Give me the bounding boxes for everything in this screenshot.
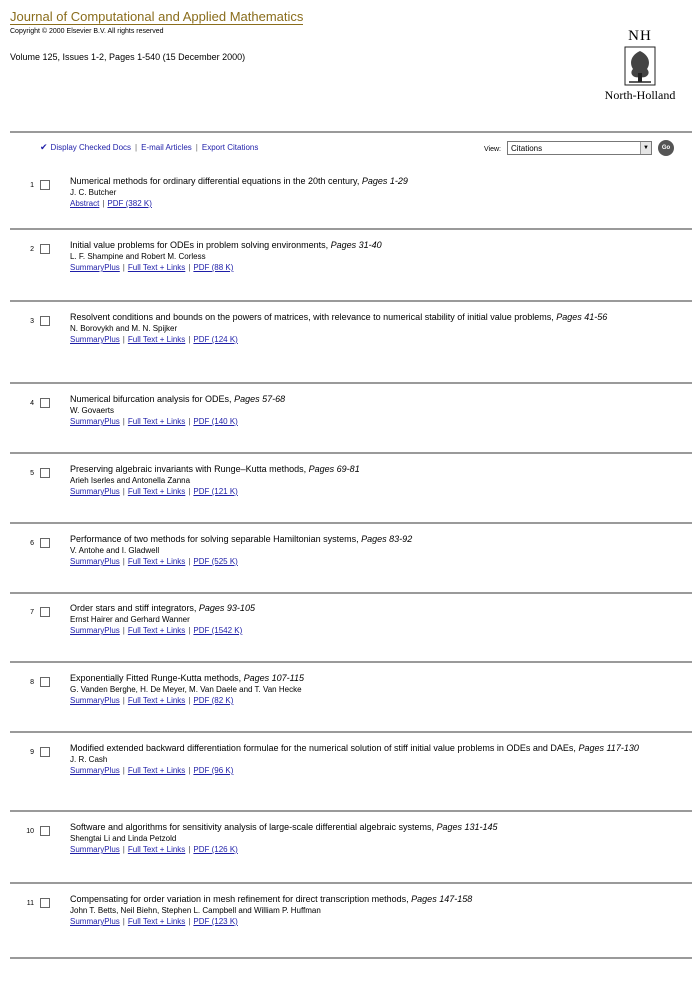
separator: | (195, 143, 198, 152)
article-body (70, 240, 670, 273)
separator: | (122, 335, 125, 344)
article-item (10, 743, 692, 810)
article-link-1[interactable]: Full Text + Links (127, 263, 186, 272)
article-item (10, 394, 692, 452)
article-links (70, 198, 670, 209)
article-number: 9 (30, 749, 34, 756)
article-divider (10, 731, 692, 733)
separator: | (122, 917, 125, 926)
article-pages: Pages 147-158 (411, 894, 473, 904)
article-link-1[interactable]: Full Text + Links (127, 626, 186, 635)
logo-mark: NH (628, 28, 652, 44)
article-body (70, 464, 670, 497)
article-item (10, 894, 692, 957)
article-title[interactable]: Initial value problems for ODEs in problem solving environments, (70, 240, 329, 250)
article-pages: Pages 57-68 (234, 394, 286, 404)
article-link-0[interactable]: SummaryPlus (70, 263, 120, 272)
article-authors: G. Vanden Berghe, H. De Meyer, M. Van Daele and T. Van Hecke (70, 685, 302, 694)
article-divider (10, 592, 692, 594)
chevron-down-icon[interactable]: ▼ (640, 142, 651, 154)
article-number: 11 (26, 900, 34, 907)
article-body (70, 822, 670, 855)
article-divider (10, 300, 692, 302)
article-body (70, 176, 670, 209)
article-pages: Pages 31-40 (330, 240, 382, 250)
view-select[interactable] (507, 141, 652, 155)
article-link-0[interactable]: SummaryPlus (70, 335, 120, 344)
article-link-0[interactable]: Abstract (70, 199, 100, 208)
article-link-2[interactable]: PDF (126 K) (193, 845, 238, 854)
separator: | (122, 626, 125, 635)
tree-emblem-icon (623, 45, 657, 87)
article-item (10, 176, 692, 228)
article-divider (10, 810, 692, 812)
article-checkbox[interactable] (40, 747, 50, 757)
article-pages: Pages 107-115 (243, 673, 305, 683)
article-authors: J. C. Butcher (70, 188, 117, 197)
article-checkbox[interactable] (40, 316, 50, 326)
article-body (70, 312, 670, 345)
separator: | (122, 557, 125, 566)
article-link-2[interactable]: PDF (525 K) (193, 557, 238, 566)
article-link-0[interactable]: SummaryPlus (70, 917, 120, 926)
email-articles-link[interactable]: E-mail Articles (141, 143, 192, 152)
article-link-2[interactable]: PDF (1542 K) (193, 626, 243, 635)
article-body (70, 673, 670, 706)
page-header (10, 8, 690, 126)
article-link-2[interactable]: PDF (121 K) (193, 487, 238, 496)
article-title[interactable]: Numerical bifurcation analysis for ODEs, (70, 394, 232, 404)
article-checkbox[interactable] (40, 180, 50, 190)
article-link-2[interactable]: PDF (124 K) (193, 335, 238, 344)
article-links (70, 695, 670, 706)
article-body (70, 603, 670, 636)
article-link-2[interactable]: PDF (140 K) (193, 417, 238, 426)
article-body (70, 894, 670, 927)
article-number: 5 (30, 470, 34, 477)
article-item (10, 312, 692, 382)
view-label: View: (484, 146, 501, 153)
article-divider (10, 882, 692, 884)
article-title-line (70, 894, 670, 905)
article-title-line (70, 464, 670, 475)
article-link-0[interactable]: SummaryPlus (70, 487, 120, 496)
article-links (70, 625, 670, 636)
article-pages: Pages 83-92 (361, 534, 413, 544)
article-title-line (70, 312, 670, 323)
article-title-line (70, 603, 670, 614)
article-title-line (70, 822, 670, 833)
export-citations-link[interactable]: Export Citations (201, 143, 259, 152)
article-title-line (70, 534, 670, 545)
separator: | (188, 626, 191, 635)
article-link-0[interactable]: SummaryPlus (70, 626, 120, 635)
article-number: 2 (30, 246, 34, 253)
logo-name: North-Holland (604, 88, 676, 102)
article-number: 7 (30, 609, 34, 616)
article-number: 4 (30, 400, 34, 407)
article-number: 10 (26, 828, 34, 835)
results-toolbar (40, 142, 680, 158)
article-link-2[interactable]: PDF (123 K) (193, 917, 238, 926)
separator: | (188, 557, 191, 566)
separator: | (102, 199, 105, 208)
publisher-logo (590, 28, 690, 103)
article-checkbox[interactable] (40, 244, 50, 254)
article-body (70, 534, 670, 567)
separator: | (122, 263, 125, 272)
article-links (70, 916, 670, 927)
journal-title-link[interactable]: Journal of Computational and Applied Mathematics (10, 9, 304, 24)
article-item (10, 673, 692, 731)
article-link-0[interactable]: SummaryPlus (70, 417, 120, 426)
article-title-line (70, 673, 670, 684)
article-link-1[interactable]: Full Text + Links (127, 696, 186, 705)
article-item (10, 464, 692, 522)
article-authors: Shengtai Li and Linda Petzold (70, 834, 177, 843)
article-divider (10, 957, 692, 959)
article-title[interactable]: Numerical methods for ordinary differential equations in the 20th century, (70, 176, 360, 186)
article-title[interactable]: Compensating for order variation in mesh refinement for direct transcription methods, (70, 894, 409, 904)
article-links (70, 416, 670, 427)
article-checkbox[interactable] (40, 607, 50, 617)
article-divider (10, 522, 692, 524)
article-authors: John T. Betts, Neil Biehn, Stephen L. Campbell and William P. Huffman (70, 906, 321, 915)
header-divider (10, 131, 692, 133)
separator: | (188, 417, 191, 426)
article-checkbox[interactable] (40, 898, 50, 908)
article-body (70, 743, 670, 776)
separator: | (188, 696, 191, 705)
article-checkbox[interactable] (40, 398, 50, 408)
article-link-0[interactable]: SummaryPlus (70, 557, 120, 566)
go-button[interactable]: Go (658, 140, 674, 156)
article-link-2[interactable]: PDF (82 K) (193, 696, 234, 705)
article-authors: J. R. Cash (70, 755, 108, 764)
separator: | (188, 487, 191, 496)
article-link-1[interactable]: Full Text + Links (127, 487, 186, 496)
article-link-2[interactable]: PDF (96 K) (193, 766, 234, 775)
separator: | (188, 917, 191, 926)
article-pages: Pages 93-105 (198, 603, 255, 613)
separator: | (122, 766, 125, 775)
article-links (70, 765, 670, 776)
volume-info: Volume 125, Issues 1-2, Pages 1-540 (15 December 2000) (10, 52, 246, 62)
article-item (10, 240, 692, 300)
article-title[interactable]: Performance of two methods for solving separable Hamiltonian systems, (70, 534, 359, 544)
article-number: 8 (30, 679, 34, 686)
article-authors: N. Borovykh and M. N. Spijker (70, 324, 178, 333)
article-checkbox[interactable] (40, 468, 50, 478)
article-title-line (70, 394, 670, 405)
article-links (70, 486, 670, 497)
article-item (10, 603, 692, 661)
copyright-notice: Copyright © 2000 Elsevier B.V. All rights reserved (10, 28, 164, 35)
article-link-0[interactable]: SummaryPlus (70, 766, 120, 775)
separator: | (188, 335, 191, 344)
article-title[interactable]: Resolvent conditions and bounds on the powers of matrices, with relevance to numerical stability of initial value problems, (70, 312, 554, 322)
article-item (10, 534, 692, 592)
article-checkbox[interactable] (40, 826, 50, 836)
display-checked-docs-link[interactable]: Display Checked Docs (50, 143, 132, 152)
article-title-line (70, 743, 670, 754)
article-links (70, 334, 670, 345)
article-pages: Pages 131-145 (436, 822, 498, 832)
article-divider (10, 228, 692, 230)
article-number: 6 (30, 540, 34, 547)
article-title[interactable]: Preserving algebraic invariants with Runge–Kutta methods, (70, 464, 307, 474)
article-item (10, 822, 692, 882)
article-link-1[interactable]: Full Text + Links (127, 335, 186, 344)
article-links (70, 262, 670, 273)
separator: | (122, 696, 125, 705)
article-title[interactable]: Modified extended backward differentiation formulae for the numerical solution of stiff initial value problems in ODEs and DAEs, (70, 743, 576, 753)
article-link-1[interactable]: Full Text + Links (127, 557, 186, 566)
article-title[interactable]: Order stars and stiff integrators, (70, 603, 197, 613)
article-authors: W. Govaerts (70, 406, 115, 415)
article-body (70, 394, 670, 427)
separator: | (188, 766, 191, 775)
article-title-line (70, 176, 670, 187)
article-link-0[interactable]: SummaryPlus (70, 845, 120, 854)
separator: | (122, 487, 125, 496)
article-divider (10, 382, 692, 384)
article-divider (10, 452, 692, 454)
article-authors: Ernst Hairer and Gerhard Wanner (70, 615, 190, 624)
article-links (70, 556, 670, 567)
article-pages: Pages 41-56 (556, 312, 608, 322)
article-link-1[interactable]: Full Text + Links (127, 845, 186, 854)
article-number: 1 (30, 182, 34, 189)
article-authors: L. F. Shampine and Robert M. Corless (70, 252, 206, 261)
checkmark-icon: ✔ (40, 142, 48, 152)
article-authors: Arieh Iserles and Antonella Zanna (70, 476, 191, 485)
article-link-1[interactable]: PDF (382 K) (107, 199, 152, 208)
article-checkbox[interactable] (40, 538, 50, 548)
article-pages: Pages 69-81 (308, 464, 360, 474)
article-pages: Pages 1-29 (361, 176, 408, 186)
article-title-line (70, 240, 670, 251)
article-divider (10, 661, 692, 663)
article-checkbox[interactable] (40, 677, 50, 687)
article-links (70, 844, 670, 855)
separator: | (188, 263, 191, 272)
article-link-1[interactable]: Full Text + Links (127, 766, 186, 775)
separator: | (135, 143, 138, 152)
article-link-2[interactable]: PDF (88 K) (193, 263, 234, 272)
article-authors: V. Antohe and I. Gladwell (70, 546, 160, 555)
article-pages: Pages 117-130 (578, 743, 639, 753)
view-select-value: Citations (511, 144, 543, 153)
separator: | (122, 417, 125, 426)
article-number: 3 (30, 318, 34, 325)
article-link-1[interactable]: Full Text + Links (127, 417, 186, 426)
separator: | (122, 845, 125, 854)
article-link-0[interactable]: SummaryPlus (70, 696, 120, 705)
article-title[interactable]: Exponentially Fitted Runge-Kutta methods, (70, 673, 242, 683)
article-link-1[interactable]: Full Text + Links (127, 917, 186, 926)
article-title[interactable]: Software and algorithms for sensitivity analysis of large-scale differential algebraic systems, (70, 822, 434, 832)
separator: | (188, 845, 191, 854)
